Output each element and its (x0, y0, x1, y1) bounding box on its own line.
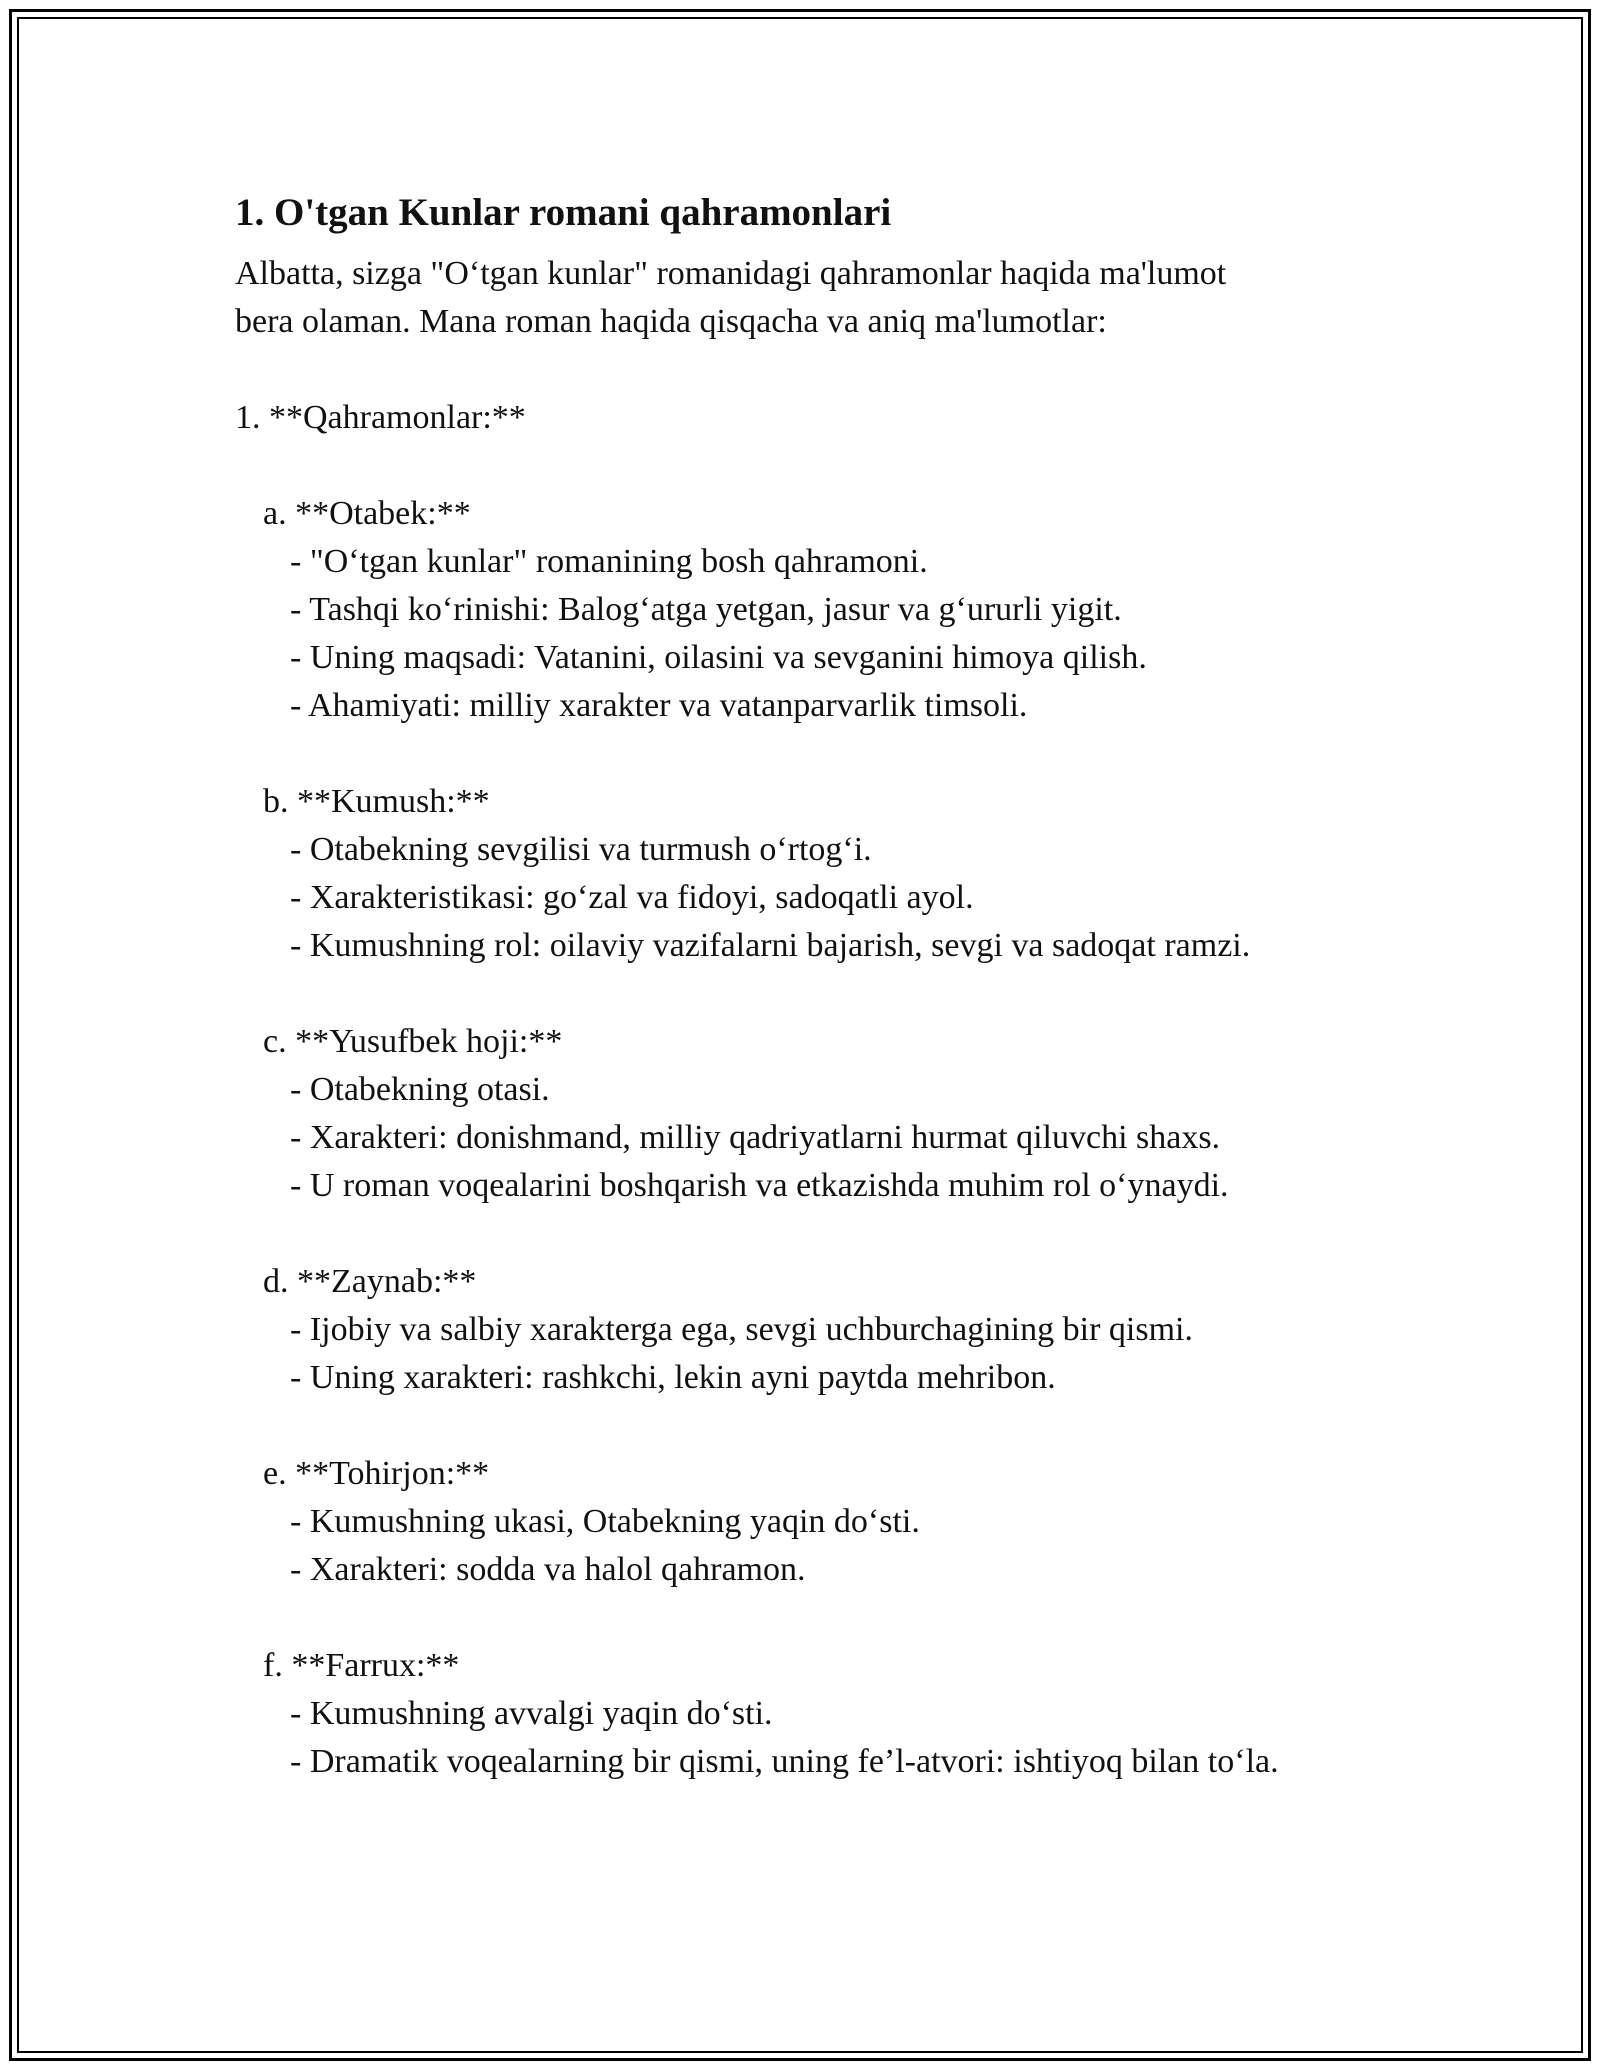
character-detail: - Kumushning avvalgi yaqin do‘sti. (290, 1695, 773, 1732)
character-heading: c. **Yusufbek hoji:** (263, 1023, 563, 1060)
character-heading: a. **Otabek:** (263, 495, 471, 532)
character-detail: - Xarakteri: donishmand, milliy qadriyatlarni hurmat qiluvchi shaxs. (290, 1119, 1221, 1156)
character-detail: - "O‘tgan kunlar" romanining bosh qahramoni. (290, 543, 928, 580)
character-tohirjon (235, 1450, 1415, 1594)
character-heading: d. **Zaynab:** (263, 1263, 477, 1300)
character-detail: - Otabekning sevgilisi va turmush o‘rtog‘i. (290, 831, 872, 868)
character-detail: - Ijobiy va salbiy xarakterga ega, sevgi uchburchagining bir qismi. (290, 1311, 1193, 1348)
character-detail: - Xarakteristikasi: go‘zal va fidoyi, sadoqatli ayol. (290, 879, 974, 916)
character-detail: - Otabekning otasi. (290, 1071, 550, 1108)
intro-paragraph (235, 250, 1415, 346)
character-heading: b. **Kumush:** (263, 783, 490, 820)
character-detail: - Kumushning ukasi, Otabekning yaqin do‘sti. (290, 1503, 920, 1540)
character-otabek (235, 490, 1415, 730)
character-detail: - Xarakteri: sodda va halol qahramon. (290, 1551, 806, 1588)
intro-line: Albatta, sizga "O‘tgan kunlar" romanidagi qahramonlar haqida ma'lumot (235, 255, 1227, 292)
character-kumush (235, 778, 1415, 970)
character-farrux (235, 1642, 1415, 1786)
document-body (235, 188, 1415, 1786)
character-heading: f. **Farrux:** (263, 1647, 460, 1684)
document-title: 1. O'tgan Kunlar romani qahramonlari (235, 191, 892, 234)
intro-line: bera olaman. Mana roman haqida qisqacha va aniq ma'lumotlar: (235, 303, 1107, 340)
character-detail: - Dramatik voqealarning bir qismi, uning fe’l-atvori: ishtiyoq bilan to‘la. (290, 1743, 1279, 1780)
character-detail: - Uning xarakteri: rashkchi, lekin ayni paytda mehribon. (290, 1359, 1056, 1396)
character-zaynab (235, 1258, 1415, 1402)
character-heading: e. **Tohirjon:** (263, 1455, 490, 1492)
character-detail: - Uning maqsadi: Vatanini, oilasini va sevganini himoya qilish. (290, 639, 1147, 676)
character-detail: - Ahamiyati: milliy xarakter va vatanparvarlik timsoli. (290, 687, 1028, 724)
character-detail: - Kumushning rol: oilaviy vazifalarni bajarish, sevgi va sadoqat ramzi. (290, 927, 1251, 964)
character-detail: - Tashqi ko‘rinishi: Balog‘atga yetgan, jasur va g‘ururli yigit. (290, 591, 1122, 628)
section-heading: 1. **Qahramonlar:** (235, 399, 526, 436)
character-yusufbek-hoji (235, 1018, 1415, 1210)
character-detail: - U roman voqealarini boshqarish va etkazishda muhim rol o‘ynaydi. (290, 1167, 1229, 1204)
